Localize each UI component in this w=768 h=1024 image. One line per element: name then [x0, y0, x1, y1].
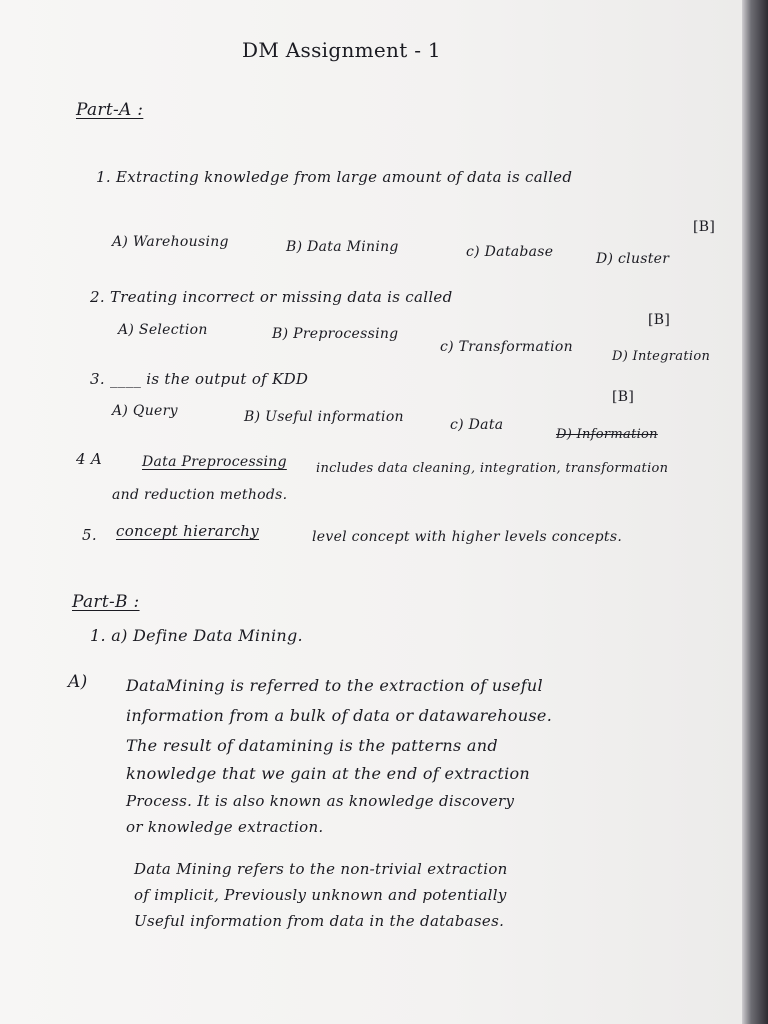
question-2-option-c: c) Transformation: [440, 339, 573, 355]
answer-para-1-line-4: knowledge that we gain at the end of extraction: [126, 764, 531, 783]
question-4-text: includes data cleaning, integration, transformation: [316, 461, 669, 476]
question-2-answer: [B]: [648, 312, 671, 328]
question-2-option-d: D) Integration: [612, 349, 711, 364]
part-a-heading: Part-A :: [76, 100, 144, 120]
answer-para-2-line-1: Data Mining refers to the non-trivial extraction: [134, 860, 508, 878]
question-3-text: 3. ____ is the output of KDD: [90, 370, 309, 388]
question-1-option-d: D) cluster: [596, 251, 670, 267]
question-4-line-2: and reduction methods.: [112, 487, 288, 503]
question-5-text: level concept with higher levels concepts.: [312, 529, 623, 545]
question-5-number: 5.: [82, 526, 97, 544]
question-1-option-a: A) Warehousing: [112, 234, 229, 250]
answer-para-1-line-2: information from a bulk of data or datawarehouse.: [126, 706, 553, 725]
answer-para-1-line-3: The result of datamining is the patterns and: [126, 736, 498, 755]
part-b-heading: Part-B :: [72, 592, 140, 612]
question-3-option-b: B) Useful information: [244, 409, 404, 425]
question-3-answer: [B]: [612, 389, 635, 405]
question-1-answer: [B]: [693, 219, 716, 235]
question-3-option-c: c) Data: [450, 417, 504, 433]
answer-para-1-line-1: DataMining is referred to the extraction of useful: [126, 676, 543, 695]
answer-para-1-line-5: Process. It is also known as knowledge discovery: [126, 792, 515, 810]
answer-marker: A): [68, 672, 88, 692]
page-title: DM Assignment - 1: [242, 38, 441, 62]
question-2-option-a: A) Selection: [118, 322, 208, 338]
answer-para-2-line-3: Useful information from data in the databases.: [134, 912, 505, 930]
question-4-number: 4 A: [76, 450, 103, 468]
answer-para-2-line-2: of implicit, Previously unknown and potentially: [134, 886, 507, 904]
question-2-option-b: B) Preprocessing: [272, 326, 399, 342]
question-5-term: concept hierarchy: [116, 522, 260, 540]
page-edge-shadow: [742, 0, 768, 1024]
question-3-option-a: A) Query: [112, 403, 178, 419]
question-1-text: 1. Extracting knowledge from large amount of data is called: [96, 168, 573, 186]
question-4-term: Data Preprocessing: [142, 454, 287, 470]
part-b-question-1: 1. a) Define Data Mining.: [90, 626, 303, 645]
answer-para-1-line-6: or knowledge extraction.: [126, 818, 324, 836]
question-2-text: 2. Treating incorrect or missing data is called: [90, 288, 453, 306]
question-1-option-b: B) Data Mining: [286, 239, 399, 255]
question-3-option-d: D) Information: [556, 427, 658, 442]
question-1-option-c: c) Database: [466, 244, 554, 260]
